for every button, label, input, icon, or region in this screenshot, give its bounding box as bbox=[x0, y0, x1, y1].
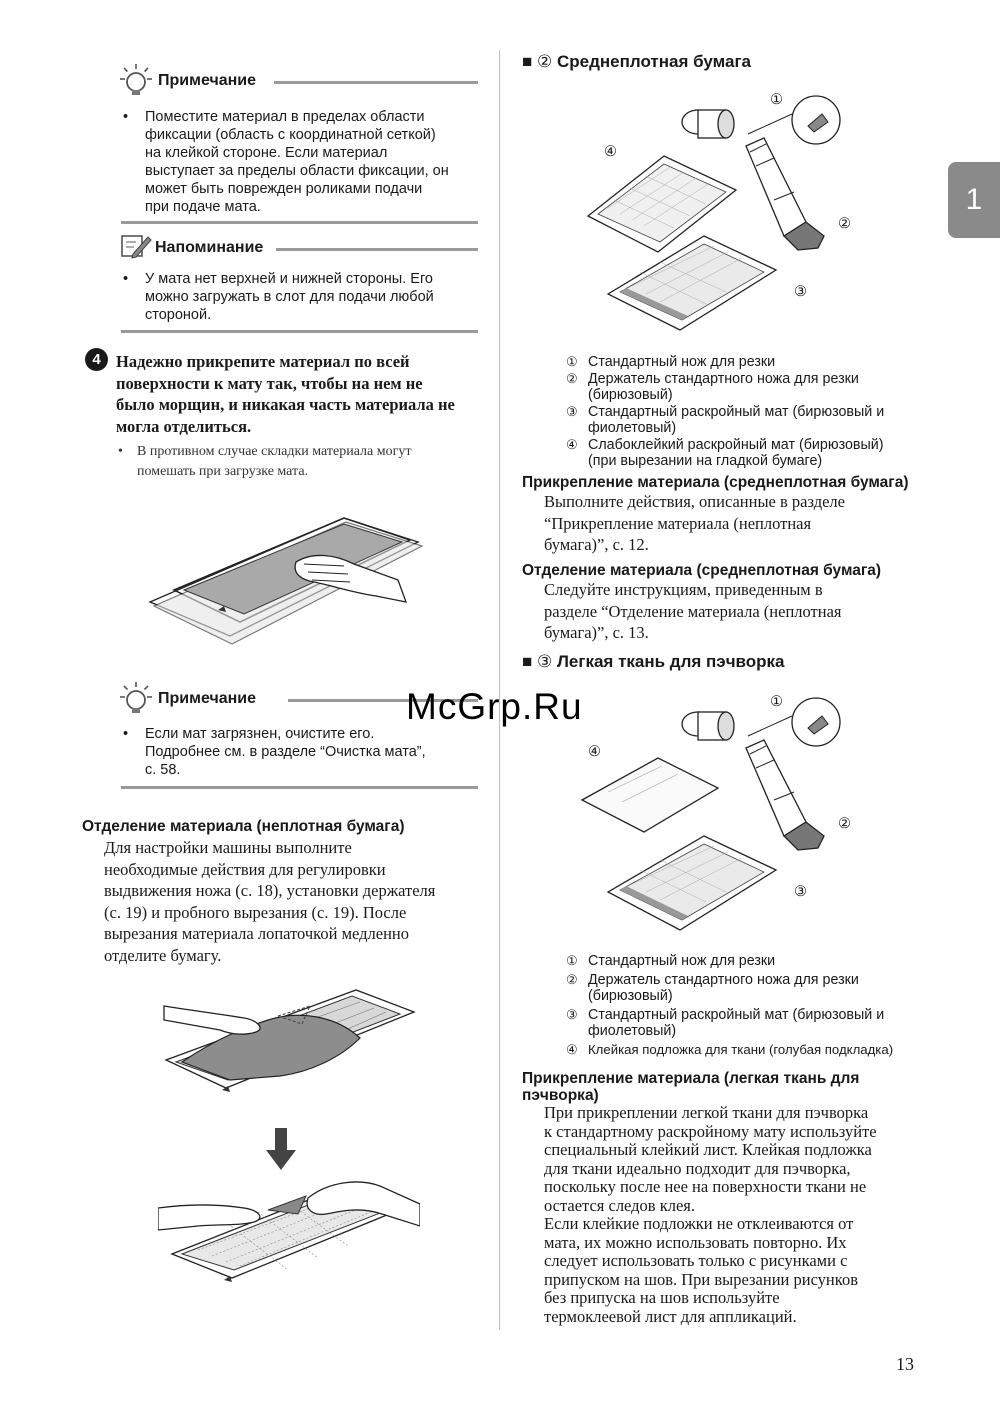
note-bottom-rule bbox=[121, 786, 478, 789]
separation-body: Для настройки машины выполните необходимые действия для регулировки выдвижения ножа (с. 18), установки держателя (с. 19) и пробного вырезания (с. 19). После вырезания материала лопаточкой медленно отделите бумагу. bbox=[104, 838, 436, 965]
callout-1: ① bbox=[770, 92, 783, 108]
memo-pencil-icon bbox=[120, 232, 152, 260]
chapter-tab: 1 bbox=[948, 162, 1000, 238]
note-box-1 bbox=[118, 62, 478, 224]
callout-4: ④ bbox=[588, 744, 601, 760]
peeling-paper-illustration bbox=[160, 980, 420, 1110]
callout-2: ② bbox=[838, 216, 851, 232]
hand-pressing-mat-illustration bbox=[144, 506, 434, 650]
section-3-legend bbox=[566, 953, 946, 1058]
down-arrow-icon bbox=[266, 1128, 296, 1170]
note-title: Примечание bbox=[158, 72, 257, 89]
section-heading: Отделение материала (неплотная бумага) bbox=[82, 818, 405, 835]
callout-3: ③ bbox=[794, 884, 807, 900]
memo-list bbox=[118, 270, 478, 324]
callout-3: ③ bbox=[794, 284, 807, 300]
list-item: • Если мат загрязнен, очистите его. Подробнее см. в разделе “Очистка мата”, с. 58. bbox=[118, 725, 478, 779]
spatula-removal-illustration bbox=[158, 1174, 420, 1290]
attach-heading: Прикрепление материала (среднеплотная бумага) bbox=[522, 474, 909, 491]
legend-item: ② Держатель стандартного ножа для резки (бирюзовый) bbox=[566, 370, 859, 403]
legend-item: ① Стандартный нож для резки bbox=[566, 953, 776, 969]
note-title: Примечание bbox=[158, 690, 257, 707]
callout-4: ④ bbox=[604, 144, 617, 160]
watermark: McGrp.Ru bbox=[406, 686, 583, 727]
note-2-list bbox=[118, 725, 478, 779]
section-3-heading: ■ ③ Легкая ткань для пэчворка bbox=[522, 652, 785, 671]
detach-body: Следуйте инструкциям, приведенным в разделе “Отделение материала (неплотная бумага)”, с. 13. bbox=[544, 580, 842, 642]
memo-title: Напоминание bbox=[155, 239, 264, 256]
legend-item: ② Держатель стандартного ножа для резки (бирюзовый) bbox=[566, 971, 859, 1004]
legend-item: ③ Стандартный раскройный мат (бирюзовый и фиолетовый) bbox=[566, 1006, 885, 1039]
fabric-tools-illustration bbox=[578, 688, 848, 938]
legend-item: ③ Стандартный раскройный мат (бирюзовый и фиолетовый) bbox=[566, 403, 885, 436]
section-2-legend bbox=[566, 354, 936, 470]
attach-fabric-heading: Прикрепление материала (легкая ткань для пэчворка) bbox=[522, 1070, 860, 1104]
list-item: • Поместите материал в пределах области фиксации (область с координатной сеткой) на клейкой стороне. Если материал выступает за пределы области фиксации, он может быть поврежден роликами подачи при подаче мата. bbox=[118, 108, 478, 216]
detach-heading: Отделение материала (среднеплотная бумага) bbox=[522, 562, 882, 579]
section-2-heading: ■ ② Среднеплотная бумага bbox=[522, 52, 751, 71]
note-1-list bbox=[118, 108, 478, 216]
page-number: 13 bbox=[896, 1354, 914, 1374]
step-number: 4 bbox=[85, 348, 108, 371]
legend-item: ④ Клейкая подложка для ткани (голубая подкладка) bbox=[566, 1041, 894, 1057]
note-bottom-rule bbox=[121, 221, 478, 224]
legend-item: ④ Слабоклейкий раскройный мат (бирюзовый) (при вырезании на гладкой бумаге) bbox=[566, 436, 884, 469]
callout-2: ② bbox=[838, 816, 851, 832]
attach-fabric-body: При прикреплении легкой ткани для пэчворка к стандартному раскройному мату используйте специальный клейкий лист. Клейкая подложка для ткани идеально подходит для пэчворка, поскольку после нее на поверхности ткани не остается следов клея. Если клейкие подложки не отклеиваются от мата, их можно использовать повторно. Их следует использовать только с рисунками с припуском на шов. При вырезании рисунков без припуска на шов используйте термоклеевой лист для аппликаций. bbox=[544, 1103, 877, 1326]
step-4-instruction: Надежно прикрепите материал по всей поверхности к мату так, чтобы на нем не было морщин, и никакая часть материала не могла отделиться. bbox=[116, 352, 455, 436]
list-item: • У мата нет верхней и нижней стороны. Его можно загружать в слот для подачи любой стороной. bbox=[118, 270, 478, 324]
step-4-bullet: • В противном случае складки материала могут помешать при загрузке мата. bbox=[118, 444, 412, 479]
memo-bottom-rule bbox=[121, 330, 478, 333]
lightbulb-icon bbox=[118, 62, 154, 98]
memo-box bbox=[118, 232, 478, 336]
lightbulb-icon bbox=[118, 680, 154, 716]
legend-item: ① Стандартный нож для резки bbox=[566, 354, 776, 370]
note-title-rule bbox=[274, 81, 478, 84]
medium-paper-tools-illustration bbox=[578, 86, 848, 338]
callout-1: ① bbox=[770, 694, 783, 710]
memo-title-rule bbox=[276, 248, 478, 251]
attach-body: Выполните действия, описанные в разделе “Прикрепление материала (неплотная бумага)”, с. 12. bbox=[544, 492, 845, 554]
